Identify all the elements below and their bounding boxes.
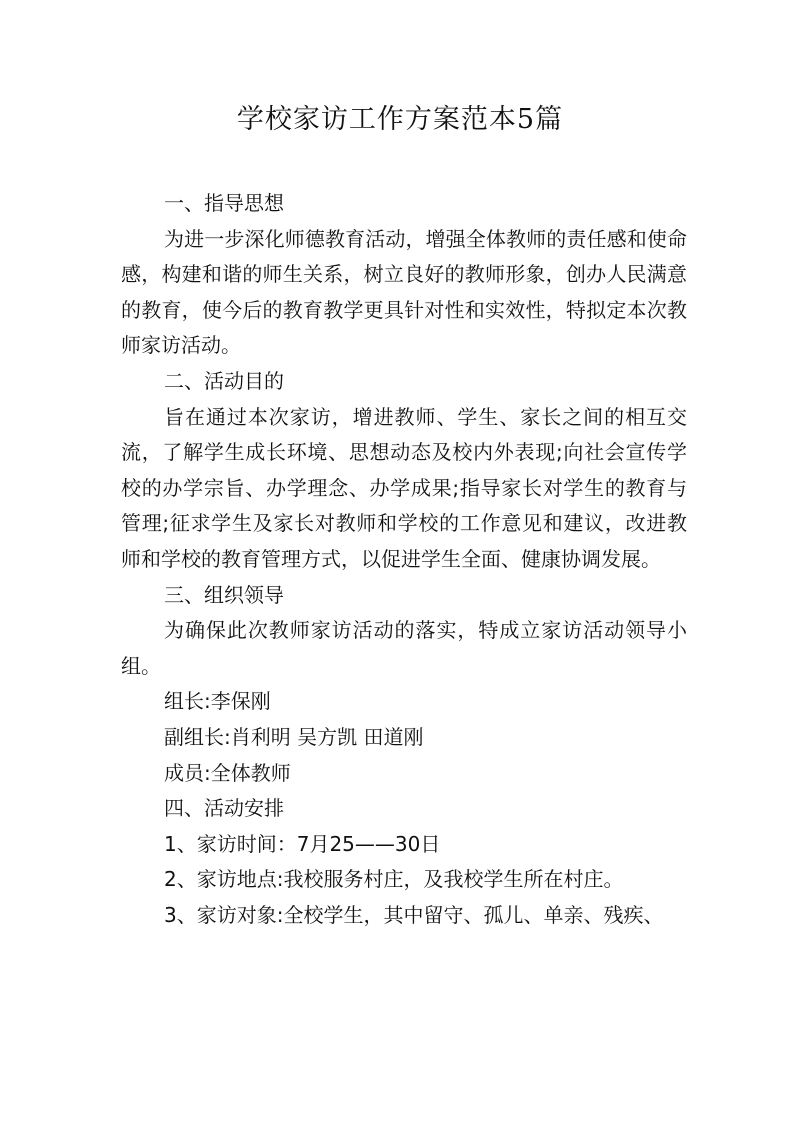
paragraph-guiding-ideology: 为进一步深化师德教育活动，增强全体教师的责任感和使命感，构建和谐的师生关系，树立良好的教师形象，创办人民满意的教育，使今后的教育教学更具针对性和实效性，特拟定本次教师家访活动。 xyxy=(121,226,687,358)
section-heading-arrangement: 四、活动安排 xyxy=(164,796,284,821)
document-body xyxy=(121,186,687,933)
line-visit-time: 1、家访时间：7月25——30日 xyxy=(164,831,441,856)
document-title: 学校家访工作方案范本5篇 xyxy=(236,104,564,135)
line-visit-location: 2、家访地点:我校服务村庄，及我校学生所在村庄。 xyxy=(164,867,624,892)
line-group-leader: 组长:李保刚 xyxy=(164,689,271,714)
section-heading-guiding-ideology: 一、指导思想 xyxy=(164,191,284,215)
line-members: 成员:全体教师 xyxy=(164,760,291,785)
paragraph-activity-purpose: 旨在通过本次家访，增进教师、学生、家长之间的相互交流，了解学生成长环境、思想动态及校内外表现;向社会宣传学校的办学宗旨、办学理念、办学成果;指导家长对学生的教育与管理;征求学生及家长对教师和学校的工作意见和建议，改进教师和学校的教育管理方式，以促进学生全面、健康协调发展。 xyxy=(121,404,687,571)
section-heading-organization: 三、组织领导 xyxy=(164,582,284,607)
section-heading-activity-purpose: 二、活动目的 xyxy=(164,368,284,393)
line-deputy-leaders: 副组长:肖利明 吴方凯 田道刚 xyxy=(164,724,424,749)
paragraph-organization: 为确保此次教师家访活动的落实，特成立家访活动领导小组。 xyxy=(121,618,687,678)
line-visit-targets: 3、家访对象:全校学生，其中留守、孤儿、单亲、残疾、 xyxy=(164,902,664,927)
